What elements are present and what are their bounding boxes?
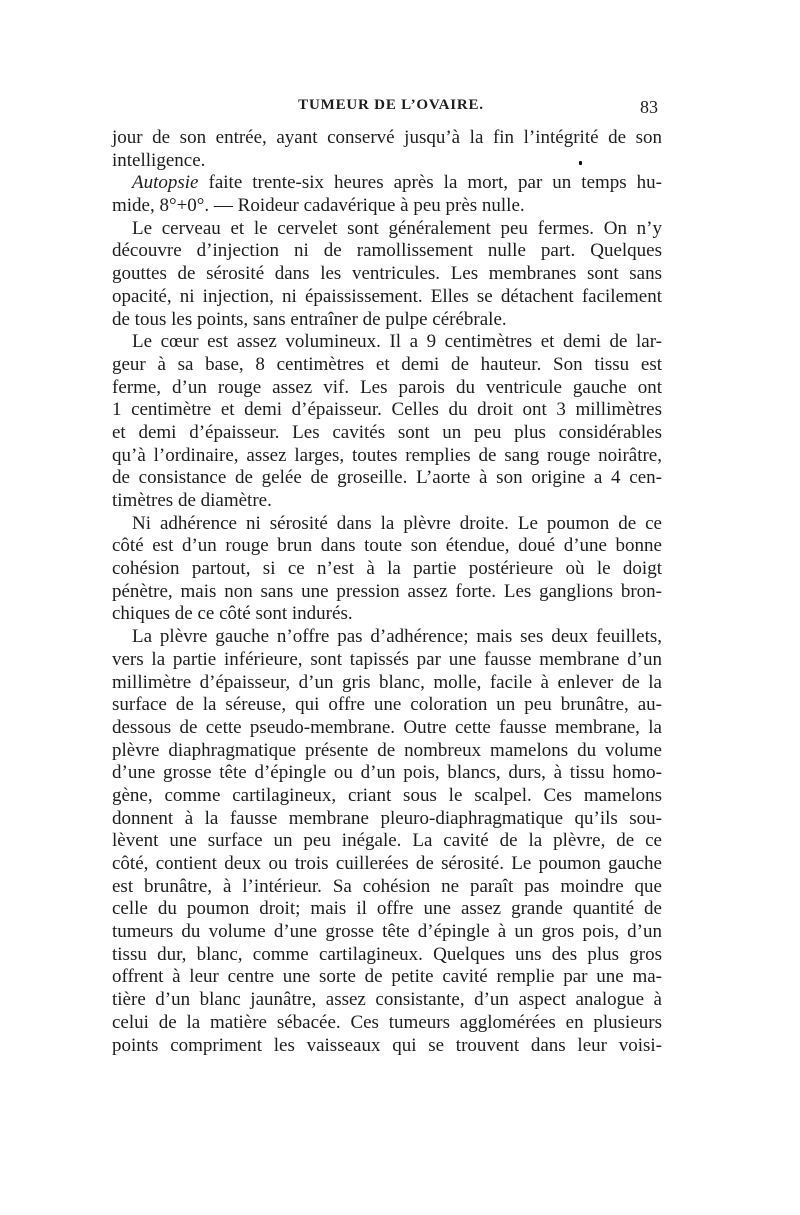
line-text: faite trente-six heures après la mort, par un temps hu- [198, 172, 662, 194]
text-line: gène, comme cartilagineux, criant sous le scalpel. Ces mamelons [112, 784, 662, 806]
text-line: timètres de diamètre. [112, 490, 272, 511]
text-line: chiques de ce côté sont indurés. [112, 603, 353, 625]
text-line: vers la partie inférieure, sont tapissés par une fausse membrane d’un [112, 648, 662, 670]
text-line: lèvent une surface un peu inégale. La cavité de la plèvre, de ce [112, 830, 662, 852]
text-line: tissu dur, blanc, comme cartilagineux. Quelques uns des plus gros [112, 943, 662, 965]
text-line: pénètre, mais non sans une pression assez forte. Les ganglions bron- [112, 580, 662, 602]
text-line: Le cerveau et le cervelet sont généralement peu fermes. On n’y [132, 217, 662, 239]
text-line: de tous les points, sans entraîner de pulpe cérébrale. [112, 308, 507, 330]
text-line: celui de la matière sébacée. Ces tumeurs agglomérées en plusieurs [112, 1011, 662, 1033]
italic-lead: Autopsie [132, 172, 199, 194]
text-line: gouttes de sérosité dans les ventricules. Les membranes sont sans [112, 263, 662, 285]
text-line: ferme, d’un rouge assez vif. Les parois du ventricule gauche ont [112, 376, 662, 398]
text-line: opacité, ni injection, ni épaississement. Elles se détachent facilement [112, 285, 662, 307]
text-line: 1 centimètre et demi d’épaisseur. Celles du droit ont 3 millimètres [112, 399, 662, 421]
text-line: et demi d’épaisseur. Les cavités sont un peu plus considérables [112, 421, 662, 443]
text-line: plèvre diaphragmatique présente de nombreux mamelons du volume [112, 739, 662, 761]
text-line: Le cœur est assez volumineux. Il a 9 centimètres et demi de lar- [132, 331, 662, 353]
text-line: côté, contient deux ou trois cuillerées de sérosité. Le poumon gauche [112, 853, 662, 874]
text-line: de consistance de gelée de groseille. L’aorte à son origine a 4 cen- [112, 467, 662, 489]
text-line: côté est d’un rouge brun dans toute son étendue, doué d’une bonne [112, 535, 662, 557]
text-line: La plèvre gauche n’offre pas d’adhérence; mais ses deux feuillets, [132, 626, 662, 648]
page-header [124, 97, 658, 121]
text-line: qu’à l’ordinaire, assez larges, toutes remplies de sang rouge noirâtre, [112, 444, 662, 466]
text-line: jour de son entrée, ayant conservé jusqu’à la fin l’intégrité de son [112, 127, 662, 148]
text-line: geur à sa base, 8 centimètres et demi de hauteur. Son tissu est [112, 353, 662, 375]
body-text [112, 127, 662, 1057]
text-line: cohésion partout, si ce n’est à la partie postérieure où le doigt [112, 558, 662, 580]
text-line: mide, 8°+0°. — Roideur cadavérique à peu près nulle. [112, 195, 525, 217]
text-line: millimètre d’épaisseur, d’un gris blanc, molle, facile à enlever de la [112, 671, 662, 693]
text-line: tumeurs du volume d’une grosse tête d’épingle à un gros pois, d’un [112, 921, 662, 943]
text-line: intelligence. [112, 149, 206, 171]
page-number: 83 [640, 97, 658, 117]
text-line: donnent à la fausse membrane pleuro-diaphragmatique qu’ils sou- [112, 807, 662, 829]
text-line: offrent à leur centre une sorte de petite cavité remplie par une ma- [112, 966, 662, 988]
text-line: points compriment les vaisseaux qui se trouvent dans leur voisi- [112, 1034, 662, 1056]
text-line: tière d’un blanc jaunâtre, assez consistante, d’un aspect analogue à [112, 989, 662, 1011]
text-line: Ni adhérence ni sérosité dans la plèvre droite. Le poumon de ce [132, 512, 662, 534]
text-line: celle du poumon droit; mais il offre une assez grande quantité de [112, 898, 662, 920]
text-line [112, 172, 662, 195]
text-line: dessous de cette pseudo-membrane. Outre cette fausse membrane, la [112, 716, 662, 738]
text-line: surface de la séreuse, qui offre une coloration un peu brunâtre, au- [112, 694, 662, 716]
text-line: découvre d’injection ni de ramollissement nulle part. Quelques [112, 240, 662, 262]
running-title: TUMEUR DE L’OVAIRE. [298, 97, 484, 113]
text-line: d’une grosse tête d’épingle ou d’un pois, blancs, durs, à tissu homo- [112, 762, 662, 784]
text-line: est brunâtre, à l’intérieur. Sa cohésion ne paraît pas moindre que [112, 875, 662, 897]
